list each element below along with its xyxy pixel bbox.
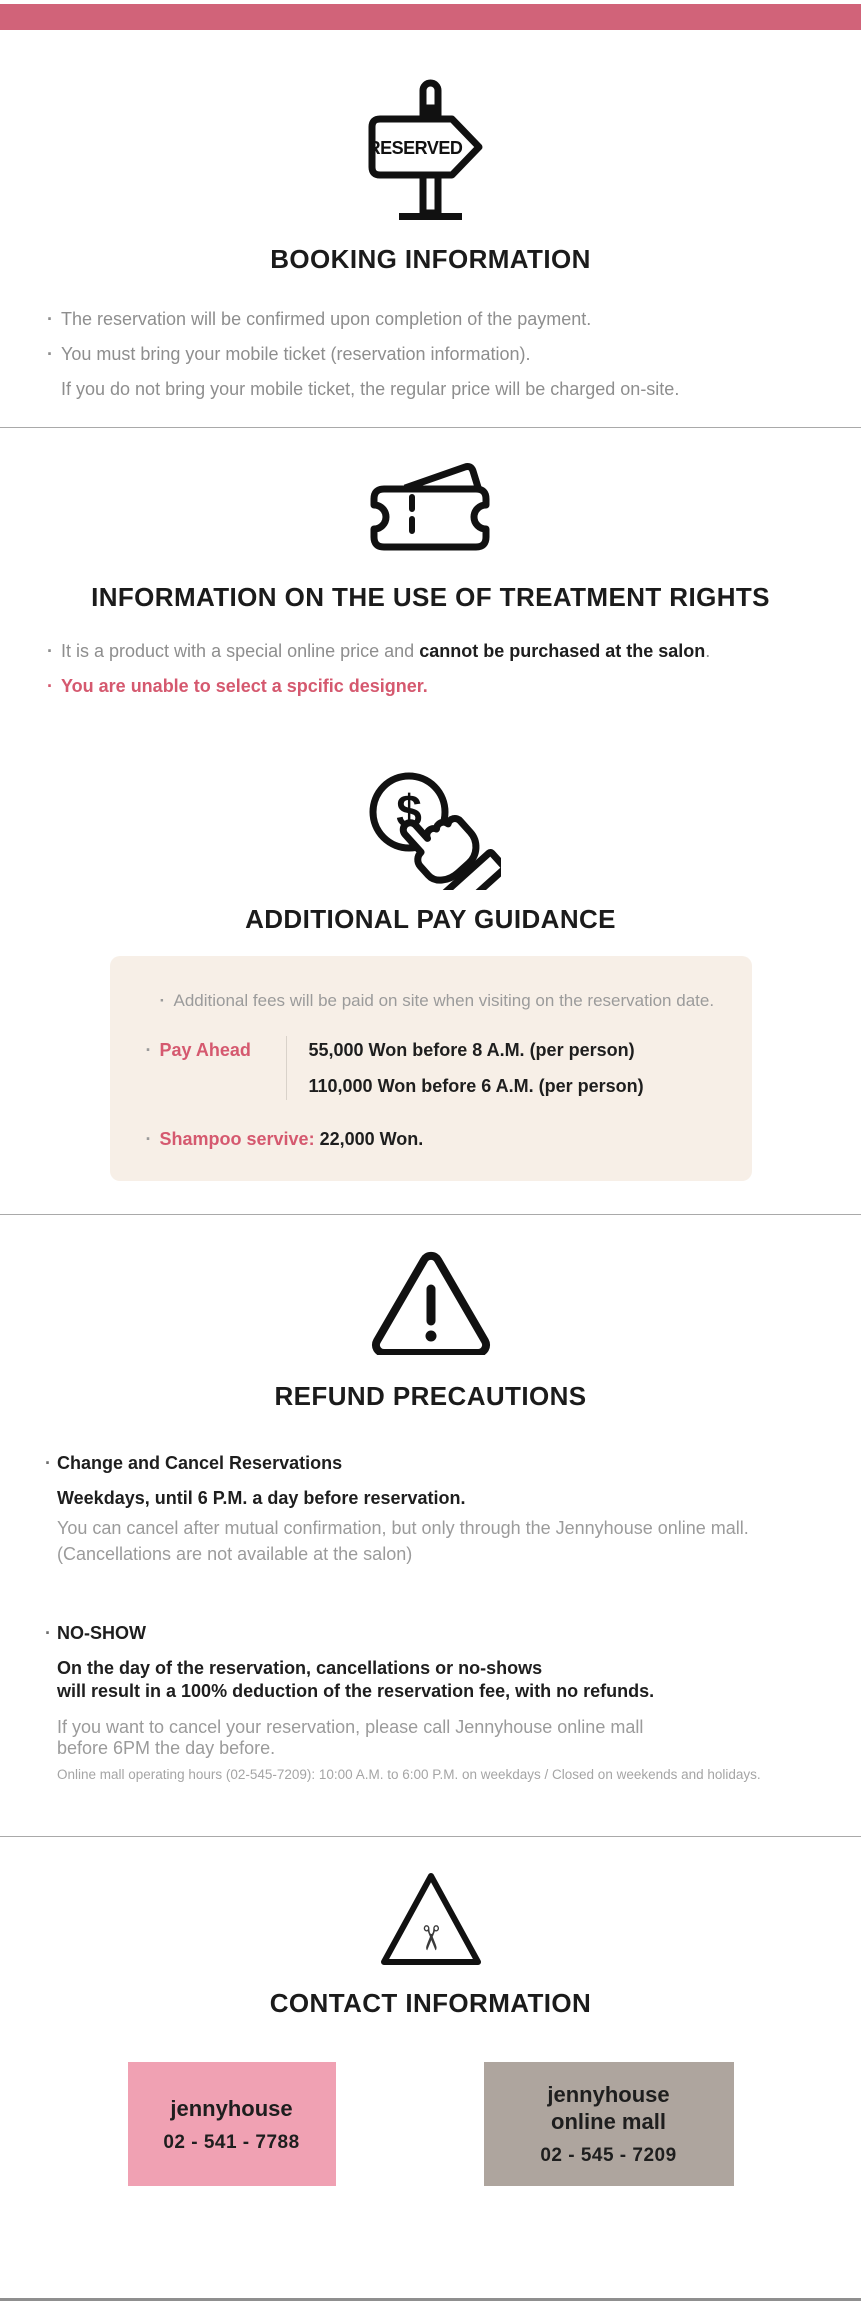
refund-operating-hours: Online mall operating hours (02-545-7209): 10:00 A.M. to 6:00 P.M. on weekdays / Closed on weekends and holidays. xyxy=(57,1767,761,1782)
refund-noshow-bold-line-2: will result in a 100% deduction of the reservation fee, with no refunds. xyxy=(57,1681,655,1701)
contact-card-online-mall xyxy=(484,2062,734,2186)
contact-card-salon-phone: 02 - 541 - 7788 xyxy=(163,2131,300,2153)
section-booking-information xyxy=(0,30,861,427)
reserved-signpost-icon xyxy=(366,78,496,228)
refund-title: REFUND PRECAUTIONS xyxy=(274,1381,587,1411)
additional-pay-title: ADDITIONAL PAY GUIDANCE xyxy=(245,904,616,934)
pay-ahead-line-2: 110,000 Won before 6 A.M. (per person) xyxy=(308,1076,644,1096)
contact-card-online-mall-phone: 02 - 545 - 7209 xyxy=(540,2145,677,2166)
section-divider-3 xyxy=(0,1836,861,1837)
shampoo-label: Shampoo servive: xyxy=(159,1129,315,1149)
contact-card-salon-name-line1: jennyhouse xyxy=(170,2095,293,2121)
section-treatment-rights xyxy=(0,456,861,704)
refund-noshow-grey-line-2: before 6PM the day before. xyxy=(57,1738,276,1758)
treatment-bullet-1-bold: cannot be purchased at the salon xyxy=(419,641,706,661)
treatment-bullet-1-suffix: . xyxy=(705,641,711,661)
refund-body xyxy=(0,1451,861,1836)
refund-change-grey-line-1: You can cancel after mutual confirmation, but only through the Jennyhouse online mall. xyxy=(57,1518,749,1538)
booking-bullet-1: · The reservation will be confirmed upon completion of the payment. xyxy=(47,302,831,337)
warning-triangle-icon xyxy=(371,1251,491,1355)
bottom-rule xyxy=(0,2298,861,2301)
refund-noshow-grey xyxy=(57,1717,821,1759)
shampoo-value: 22,000 Won. xyxy=(314,1129,424,1149)
contact-card-salon-name xyxy=(170,2095,292,2122)
contact-card-online-mall-name-line1: jennyhouse xyxy=(547,2082,670,2107)
refund-change-bold: Weekdays, until 6 P.M. a day before reservation. xyxy=(57,1488,466,1508)
booking-bullet-2-continued: If you do not bring your mobile ticket, the regular price will be charged on-site. xyxy=(61,379,680,399)
section-divider-1 xyxy=(0,427,861,428)
scissors-triangle-icon xyxy=(379,1870,483,1966)
refund-noshow-grey-line-1: If you want to cancel your reservation, please call Jennyhouse online mall xyxy=(57,1717,644,1737)
contact-title: CONTACT INFORMATION xyxy=(269,1988,592,2018)
section-additional-pay xyxy=(0,768,861,1181)
coin-click-hand-icon xyxy=(361,768,501,890)
refund-noshow-bold xyxy=(57,1657,821,1703)
pay-ahead-line-1: 55,000 Won before 8 A.M. (per person) xyxy=(308,1040,635,1060)
contact-card-salon xyxy=(128,2062,336,2186)
pay-ahead-row xyxy=(160,1036,752,1100)
additional-pay-note: · Additional fees will be paid on site when visiting on the reservation date. xyxy=(160,988,752,1014)
section-refund-precautions xyxy=(0,1251,861,1836)
reserved-sign-label: RESERVED xyxy=(367,138,462,158)
booking-bullet-2: · You must bring your mobile ticket (reservation information). xyxy=(47,337,831,372)
contact-card-online-mall-name xyxy=(547,2081,669,2135)
coin-dollar-glyph: $ xyxy=(395,785,422,837)
section-contact-information xyxy=(0,1870,861,2186)
treatment-title: INFORMATION ON THE USE OF TREATMENT RIGHTS xyxy=(91,582,770,612)
additional-pay-box xyxy=(110,956,752,1181)
refund-change-grey-line-2: (Cancellations are not available at the salon) xyxy=(57,1544,413,1564)
ticket-icon xyxy=(365,456,497,556)
contact-card-online-mall-name-line2: online mall xyxy=(551,2109,666,2134)
refund-change-grey xyxy=(57,1515,821,1567)
top-accent-bar xyxy=(0,4,861,30)
treatment-bullet-1 xyxy=(47,634,831,669)
treatment-bullet-2: · You are unable to select a spcific designer. xyxy=(47,669,831,704)
booking-bullets xyxy=(0,302,861,427)
refund-change-title: · Change and Cancel Reservations xyxy=(57,1451,821,1475)
refund-spacer xyxy=(57,1567,821,1621)
contact-cards xyxy=(0,2062,861,2186)
pay-ahead-label: · Pay Ahead xyxy=(160,1036,286,1100)
treatment-bullets xyxy=(0,634,861,704)
shampoo-row xyxy=(160,1125,752,1153)
refund-noshow-bold-line-1: On the day of the reservation, cancellations or no-shows xyxy=(57,1658,543,1678)
booking-title: BOOKING INFORMATION xyxy=(270,244,591,274)
treatment-bullet-1-prefix: It is a product with a special online price and xyxy=(61,641,420,661)
refund-noshow-title: · NO-SHOW xyxy=(57,1621,821,1645)
pay-ahead-values xyxy=(286,1036,644,1100)
scissors-glyph: ✂ xyxy=(410,1923,449,1953)
section-divider-2 xyxy=(0,1214,861,1215)
